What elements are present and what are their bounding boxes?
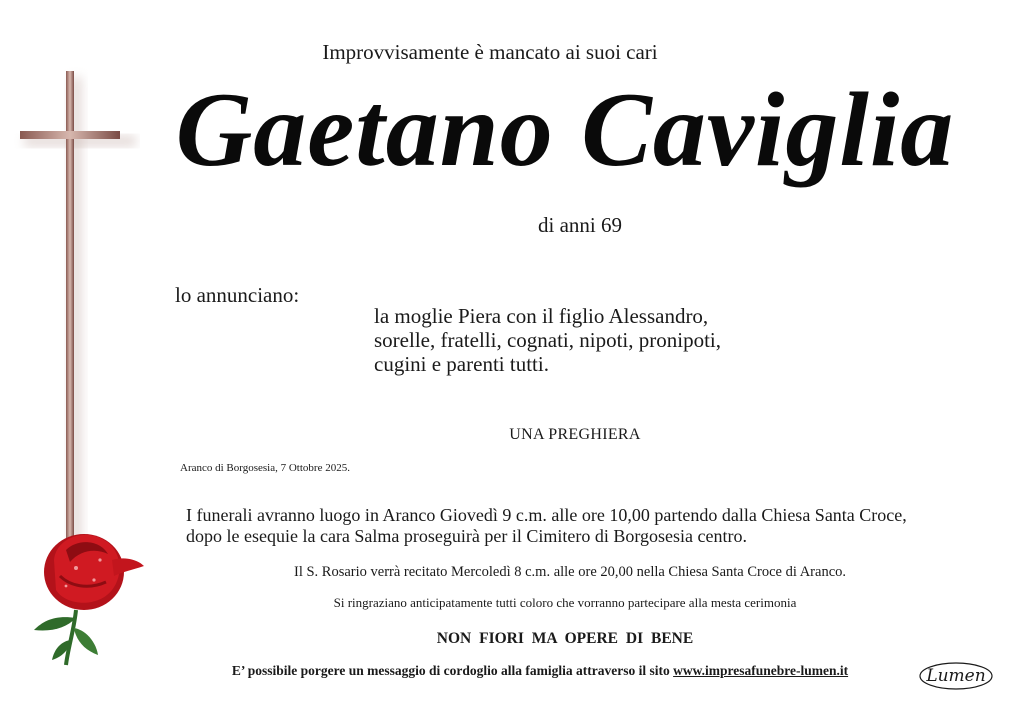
funeral-line: dopo le esequie la cara Salma proseguirà per il Cimitero di Borgosesia centro. [186,526,747,546]
prayer-heading: UNA PREGHIERA [509,426,641,443]
rose-icon [26,520,156,670]
place-date: Aranco di Borgosesia, 7 Ottobre 2025. [180,462,350,474]
condolences-line [170,663,910,679]
cross-icon [10,65,140,585]
deceased-name: Gaetano Caviglia [175,71,955,188]
thanks-line: Si ringraziano anticipatamente tutti coloro che vorranno partecipare alla mesta cerimonia [333,595,797,610]
family-line: la moglie Piera con il figlio Alessandro, [374,304,709,328]
condolences-text: E’ possibile porgere un messaggio di cordoglio alla famiglia attraverso il sito [231,663,674,678]
funeral-home-logo [918,660,994,692]
funeral-line: I funerali avranno luogo in Aranco Giovedì 9 c.m. alle ore 10,00 partendo dalla Chiesa Santa Croce, [186,505,907,525]
announce-label: lo annunciano: [175,283,300,307]
logo-text: Lumen [926,666,986,686]
website-link[interactable]: www.impresafunebre-lumen.it [673,663,849,678]
age-line: di anni 69 [538,213,622,237]
rosary-info: Il S. Rosario verrà recitato Mercoledì 8 c.m. alle ore 20,00 nella Chiesa Santa Croce di Aranco. [293,564,847,580]
family-line: sorelle, fratelli, cognati, nipoti, pronipoti, [374,328,722,352]
family-list [374,304,721,376]
family-line: cugini e parenti tutti. [374,352,549,376]
intro-line: Improvvisamente è mancato ai suoi cari [322,40,658,64]
no-flowers-line: NON FIORI MA OPERE DI BENE [436,630,694,647]
funeral-info [186,505,986,547]
